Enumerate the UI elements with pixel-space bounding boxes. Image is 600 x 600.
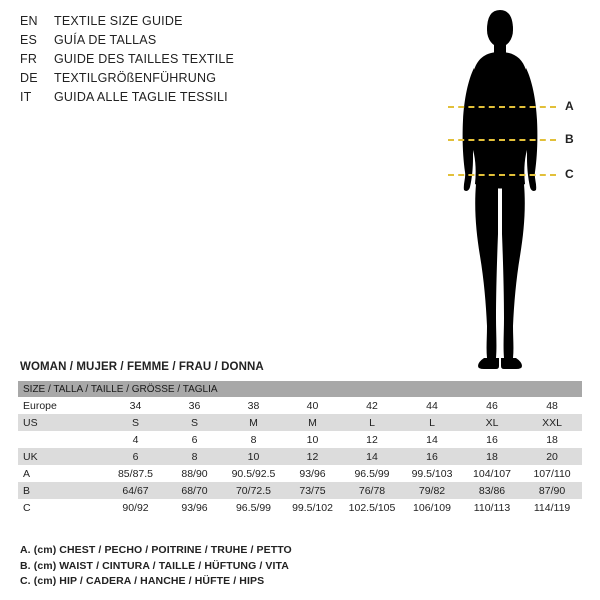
size-table-wrapper <box>18 381 582 516</box>
cell: 18 <box>462 448 522 465</box>
row-label: Europe <box>18 397 106 414</box>
cell: 10 <box>283 431 342 448</box>
cell: 16 <box>462 431 522 448</box>
cell: 93/96 <box>165 499 224 516</box>
cell: 99.5/103 <box>402 465 462 482</box>
measure-line-waist <box>448 139 556 141</box>
row-label: B <box>18 482 106 499</box>
cell: 10 <box>224 448 283 465</box>
cell: 76/78 <box>342 482 402 499</box>
cell: 38 <box>224 397 283 414</box>
cell: 107/110 <box>522 465 582 482</box>
cell: 90/92 <box>106 499 165 516</box>
measure-label-c: C <box>565 167 574 181</box>
cell: 36 <box>165 397 224 414</box>
note-chest: A. (cm) CHEST / PECHO / POITRINE / TRUHE / PETTO <box>20 544 292 556</box>
language-row <box>20 71 350 90</box>
cell: 88/90 <box>165 465 224 482</box>
cell: 83/86 <box>462 482 522 499</box>
cell: 18 <box>522 431 582 448</box>
table-row <box>18 414 582 431</box>
language-title: GUÍA DE TALLAS <box>54 33 157 47</box>
cell: L <box>342 414 402 431</box>
cell: 106/109 <box>402 499 462 516</box>
cell: S <box>106 414 165 431</box>
cell: 6 <box>165 431 224 448</box>
cell: XXL <box>522 414 582 431</box>
cell: XL <box>462 414 522 431</box>
cell: 40 <box>283 397 342 414</box>
cell: 14 <box>342 448 402 465</box>
cell: 64/67 <box>106 482 165 499</box>
measurement-notes <box>20 543 580 590</box>
cell: 8 <box>224 431 283 448</box>
measure-line-chest <box>448 106 556 108</box>
row-label <box>18 431 106 448</box>
table-row <box>18 499 582 516</box>
cell: 99.5/102 <box>283 499 342 516</box>
language-code: FR <box>20 52 38 66</box>
language-code: EN <box>20 14 38 28</box>
cell: 68/70 <box>165 482 224 499</box>
size-table <box>18 381 582 516</box>
cell: S <box>165 414 224 431</box>
cell: 44 <box>402 397 462 414</box>
cell: 73/75 <box>283 482 342 499</box>
cell: 34 <box>106 397 165 414</box>
language-code: IT <box>20 90 32 104</box>
cell: 104/107 <box>462 465 522 482</box>
language-code: ES <box>20 33 38 47</box>
measure-label-b: B <box>565 132 574 146</box>
cell: 42 <box>342 397 402 414</box>
cell: 96.5/99 <box>224 499 283 516</box>
cell: 110/113 <box>462 499 522 516</box>
cell: 102.5/105 <box>342 499 402 516</box>
female-body-silhouette-icon <box>440 8 560 373</box>
language-row <box>20 33 350 52</box>
cell: 4 <box>106 431 165 448</box>
table-row <box>18 465 582 482</box>
table-header-label: SIZE / TALLA / TAILLE / GRÖSSE / TAGLIA <box>18 381 582 397</box>
cell: 16 <box>402 448 462 465</box>
language-row <box>20 14 350 33</box>
cell: 87/90 <box>522 482 582 499</box>
row-label: US <box>18 414 106 431</box>
language-title: TEXTILGRÖßENFÜHRUNG <box>54 71 217 85</box>
cell: 96.5/99 <box>342 465 402 482</box>
measure-line-hip <box>448 174 556 176</box>
table-row <box>18 448 582 465</box>
cell: 70/72.5 <box>224 482 283 499</box>
cell: 12 <box>283 448 342 465</box>
language-title-list <box>20 14 350 109</box>
row-label: UK <box>18 448 106 465</box>
language-code: DE <box>20 71 38 85</box>
language-row <box>20 52 350 71</box>
language-title: GUIDE DES TAILLES TEXTILE <box>54 52 235 66</box>
cell: 48 <box>522 397 582 414</box>
measurement-figure <box>420 8 590 373</box>
table-row <box>18 397 582 414</box>
row-label: C <box>18 499 106 516</box>
language-title: TEXTILE SIZE GUIDE <box>54 14 183 28</box>
cell: 85/87.5 <box>106 465 165 482</box>
cell: 6 <box>106 448 165 465</box>
table-row <box>18 482 582 499</box>
cell: 90.5/92.5 <box>224 465 283 482</box>
cell: 114/119 <box>522 499 582 516</box>
cell: 12 <box>342 431 402 448</box>
cell: M <box>224 414 283 431</box>
note-hip: C. (cm) HIP / CADERA / HANCHE / HÜFTE / HIPS <box>20 575 265 587</box>
language-row <box>20 90 350 109</box>
table-row <box>18 431 582 448</box>
row-label: A <box>18 465 106 482</box>
cell: M <box>283 414 342 431</box>
cell: L <box>402 414 462 431</box>
section-header: WOMAN / MUJER / FEMME / FRAU / DONNA <box>20 361 264 373</box>
cell: 20 <box>522 448 582 465</box>
cell: 8 <box>165 448 224 465</box>
language-title: GUIDA ALLE TAGLIE TESSILI <box>54 90 228 104</box>
note-waist: B. (cm) WAIST / CINTURA / TAILLE / HÜFTUNG / VITA <box>20 559 289 572</box>
cell: 14 <box>402 431 462 448</box>
cell: 79/82 <box>402 482 462 499</box>
table-header-row <box>18 381 582 397</box>
measure-label-a: A <box>565 99 574 113</box>
cell: 93/96 <box>283 465 342 482</box>
cell: 46 <box>462 397 522 414</box>
